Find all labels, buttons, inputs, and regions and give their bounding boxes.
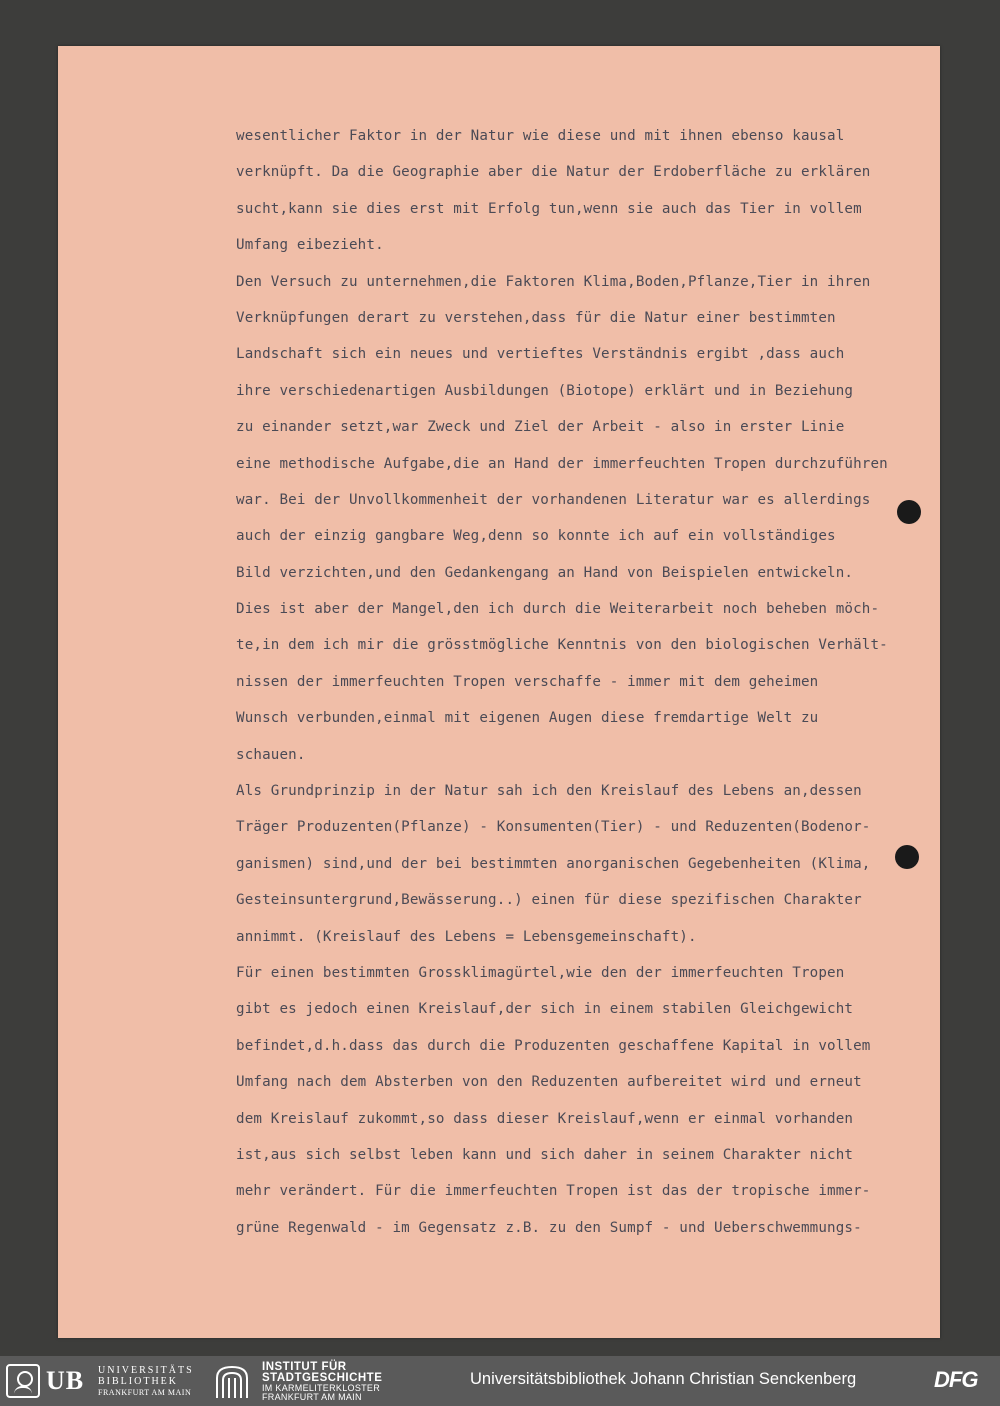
institute-logo-line: STADTGESCHICHTE xyxy=(262,1372,383,1384)
text-line: befindet,d.h.dass das durch die Produzenten geschaffene Kapital in vollem xyxy=(236,1037,871,1054)
text-line: ist,aus sich selbst leben kann und sich daher in seinem Charakter nicht xyxy=(236,1146,854,1163)
ub-logo-line: FRANKFURT AM MAIN xyxy=(98,1388,192,1397)
text-line: war. Bei der Unvollkommenheit der vorhandenen Literatur war es allerdings xyxy=(236,491,871,508)
typed-text-block xyxy=(236,118,926,1246)
text-line: gibt es jedoch einen Kreislauf,der sich in einem stabilen Gleichgewicht xyxy=(236,1001,854,1018)
text-line: auch der einzig gangbare Weg,denn so konnte ich auf ein vollständiges xyxy=(236,528,836,545)
institute-logo-line: IM KARMELITERKLOSTER xyxy=(262,1383,381,1393)
text-line: wesentlicher Faktor in der Natur wie diese und mit ihnen ebenso kausal xyxy=(236,128,845,144)
text-line: Den Versuch zu unternehmen,die Faktoren Klima,Boden,Pflanze,Tier in ihren xyxy=(236,273,871,290)
text-line: ganismen) sind,und der bei bestimmten anorganischen Gegebenheiten (Klima, xyxy=(236,855,871,872)
text-line: eine methodische Aufgabe,die an Hand der immerfeuchten Tropen durchzuführen xyxy=(236,455,888,472)
text-line: grüne Regenwald - im Gegensatz z.B. zu den Sumpf - und Ueberschwemmungs- xyxy=(236,1219,862,1236)
ub-logo-line: BIBLIOTHEK xyxy=(98,1376,178,1387)
text-line: Umfang eibezieht. xyxy=(236,237,384,254)
text-line: Dies ist aber der Mangel,den ich durch die Weiterarbeit noch beheben möch- xyxy=(236,601,880,618)
text-line: mehr verändert. Für die immerfeuchten Tropen ist das der tropische immer- xyxy=(236,1183,871,1200)
institute-logo-text xyxy=(262,1362,382,1402)
institute-logo-line: INSTITUT FÜR xyxy=(262,1361,347,1373)
text-line: te,in dem ich mir die grösstmögliche Kenntnis von den biologischen Verhält- xyxy=(236,637,888,654)
text-line: Als Grundprinzip in der Natur sah ich den Kreislauf des Lebens an,dessen xyxy=(236,783,862,800)
text-line: Gesteinsuntergrund,Bewässerung..) einen für diese spezifischen Charakter xyxy=(236,892,862,909)
ub-library-logo[interactable] xyxy=(6,1364,206,1400)
footer-title: Universitätsbibliothek Johann Christian Senckenberg xyxy=(470,1370,857,1388)
text-line: Bild verzichten,und den Gedankengang an Hand von Beispielen entwickeln. xyxy=(236,564,854,581)
ub-logo-mark: UB xyxy=(46,1366,85,1395)
portrait-emblem-icon xyxy=(6,1364,40,1398)
footer-bar xyxy=(0,1356,1000,1406)
text-line: annimmt. (Kreislauf des Lebens = Lebensgemeinschaft). xyxy=(236,928,697,945)
text-line: nissen der immerfeuchten Tropen verschaffe - immer mit dem geheimen xyxy=(236,673,819,690)
institute-logo[interactable] xyxy=(214,1362,434,1402)
ub-logo-line: UNIVERSITÄTS xyxy=(98,1365,194,1376)
institute-logo-line: FRANKFURT AM MAIN xyxy=(262,1392,362,1402)
text-line: Umfang nach dem Absterben von den Reduzenten aufbereitet wird und erneut xyxy=(236,1074,862,1091)
text-line: ihre verschiedenartigen Ausbildungen (Biotope) erklärt und in Beziehung xyxy=(236,382,854,399)
text-line: Für einen bestimmten Grossklimagürtel,wie den der immerfeuchten Tropen xyxy=(236,964,845,981)
text-line: dem Kreislauf zukommt,so dass dieser Kreislauf,wenn er einmal vorhanden xyxy=(236,1110,854,1127)
ub-logo-text xyxy=(98,1365,194,1398)
text-line: verknüpft. Da die Geographie aber die Natur der Erdoberfläche zu erklären xyxy=(236,164,871,181)
text-line: Träger Produzenten(Pflanze) - Konsumenten(Tier) - und Reduzenten(Bodenor- xyxy=(236,819,871,836)
text-line: Verknüpfungen derart zu verstehen,dass für die Natur einer bestimmten xyxy=(236,309,836,326)
arch-columns-icon xyxy=(214,1364,250,1400)
dfg-logo[interactable]: DFG xyxy=(934,1367,978,1392)
text-line: zu einander setzt,war Zweck und Ziel der Arbeit - also in erster Linie xyxy=(236,419,845,436)
text-line: Wunsch verbunden,einmal mit eigenen Augen diese fremdartige Welt zu xyxy=(236,710,819,727)
text-line: Landschaft sich ein neues und vertieftes Verständnis ergibt ,dass auch xyxy=(236,346,845,363)
text-line: sucht,kann sie dies erst mit Erfolg tun,wenn sie auch das Tier in vollem xyxy=(236,200,862,217)
text-line: schauen. xyxy=(236,746,306,763)
